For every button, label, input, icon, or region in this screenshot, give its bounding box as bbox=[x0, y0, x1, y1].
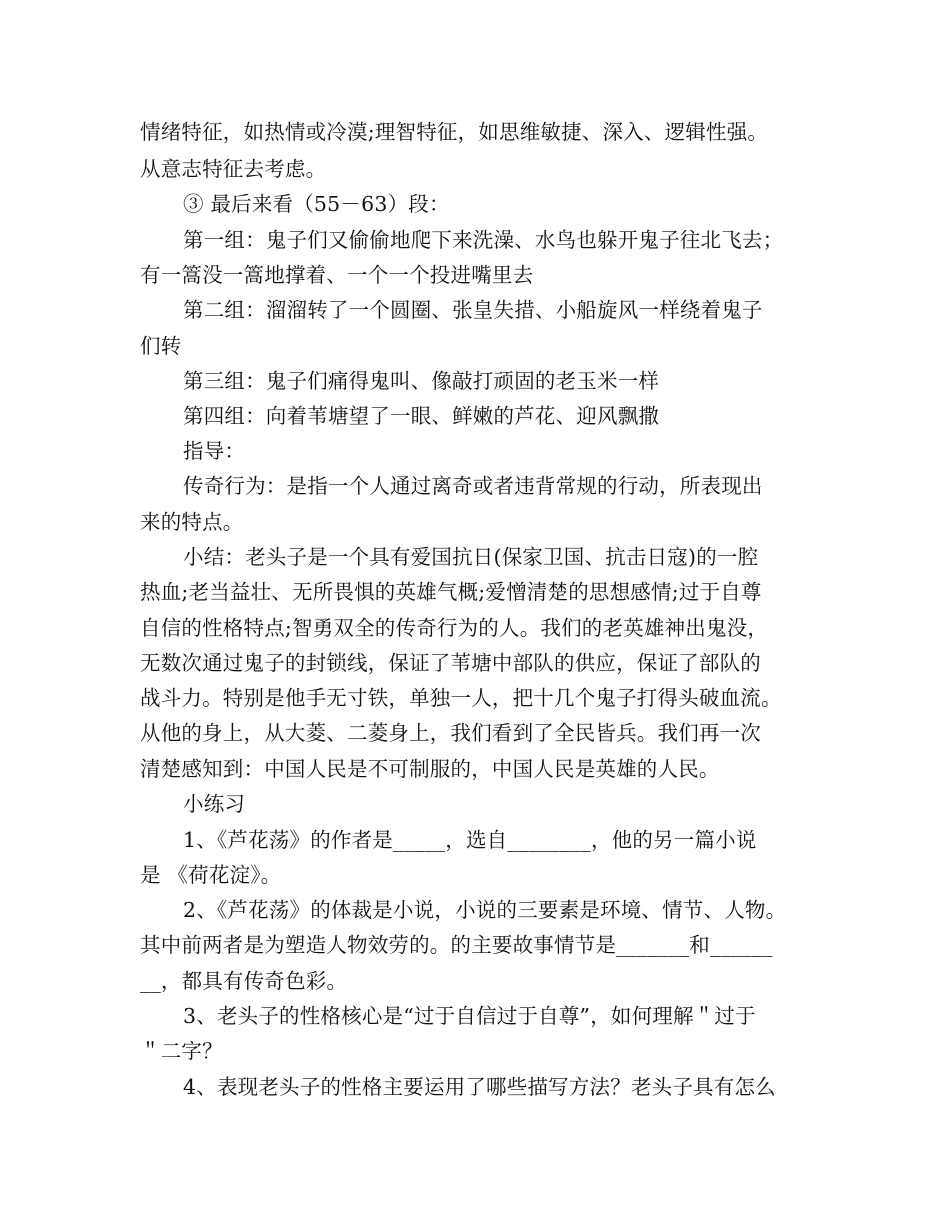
text-line: 第二组：溜溜转了一个圆圈、张皇失措、小船旋风一样绕着鬼子 bbox=[183, 298, 763, 322]
text-line: 第一组：鬼子们又偷偷地爬下来洗澡、水鸟也躲开鬼子往北飞去； bbox=[183, 228, 784, 252]
text-line: 战斗力。特别是他手无寸铁，单独一人，把十几个鬼子打得头破血流。 bbox=[140, 686, 782, 710]
text-line: 自信的性格特点;智勇双全的传奇行为的人。我们的老英雄神出鬼没， bbox=[140, 616, 769, 640]
text-line: 2、《芦花荡》的体裁是小说，小说的三要素是环境、情节、人物。 bbox=[183, 898, 787, 922]
text-line: 1、《芦花荡》的作者是_____，选自________，他的另一篇小说 bbox=[183, 828, 757, 852]
text-line: 小练习 bbox=[183, 792, 246, 816]
text-line: 第四组：向着苇塘望了一眼、鲜嫩的芦花、迎风飘撒 bbox=[183, 404, 660, 428]
text-line: 从他的身上，从大菱、二菱身上，我们看到了全民皆兵。我们再一次 bbox=[140, 721, 761, 745]
text-line: __，都具有传奇色彩。 bbox=[140, 969, 348, 993]
text-line: 来的特点。 bbox=[140, 510, 244, 534]
text-line: ③ 最后来看（55－63）段： bbox=[183, 192, 450, 216]
text-line: 从意志特征去考虑。 bbox=[140, 157, 327, 181]
text-line: 其中前两者是为塑造人物效劳的。的主要故事情节是_______和______ bbox=[140, 933, 773, 957]
text-line: 是 《荷花淀》。 bbox=[140, 863, 282, 887]
text-line: 传奇行为：是指一个人通过离奇或者违背常规的行动，所表现出 bbox=[183, 474, 763, 498]
text-line: 小结：老头子是一个具有爱国抗日(保家卫国、抗击日寇)的一腔 bbox=[183, 545, 759, 569]
text-line: 4、表现老头子的性格主要运用了哪些描写方法？老头子具有怎么 bbox=[183, 1075, 776, 1099]
text-line: 无数次通过鬼子的封锁线，保证了苇塘中部队的供应，保证了部队的 bbox=[140, 651, 761, 675]
text-line: ＂二字？ bbox=[140, 1039, 223, 1063]
text-line: 清楚感知到：中国人民是不可制服的，中国人民是英雄的人民。 bbox=[140, 757, 720, 781]
text-line: 有一篙没一篙地撑着、一个一个投进嘴里去 bbox=[140, 263, 534, 287]
text-line: 3、老头子的性格核心是“过于自信过于自尊”，如何理解＂过于 bbox=[183, 1004, 756, 1028]
text-line: 热血;老当益壮、无所畏惧的英雄气概;爱憎清楚的思想感情;过于自尊 bbox=[140, 580, 762, 604]
text-line: 情绪特征，如热情或冷漠;理智特征，如思维敏捷、深入、逻辑性强。 bbox=[140, 120, 769, 144]
text-line: 第三组：鬼子们痛得鬼叫、像敲打顽固的老玉米一样 bbox=[183, 369, 660, 393]
text-line: 指导： bbox=[183, 439, 246, 463]
text-line: 们转 bbox=[140, 334, 182, 358]
